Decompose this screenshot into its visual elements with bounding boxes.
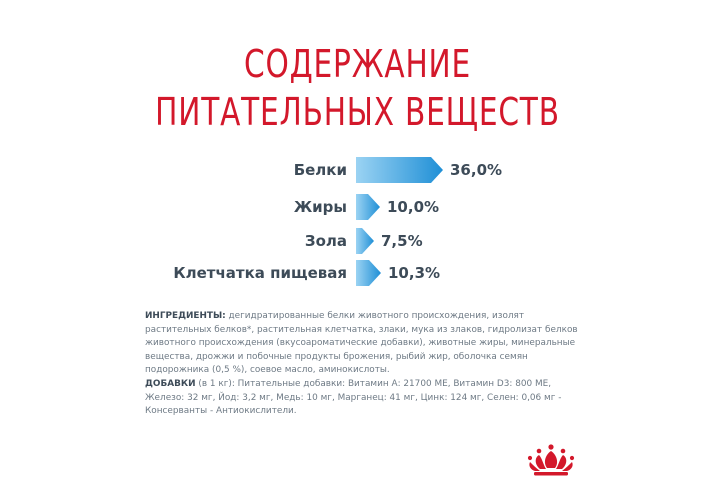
additives-text: (в 1 кг): Питательные добавки: Витамин А: 21700 МЕ, Витамин D3: 800 МЕ, Железо: 32 мг, Йод: 3,2 мг, Медь: 10 мг, Марганец: 41 мг, Цинк: 124 мг, Селен: 0,06 мг - Консерванты - Антиокислители. [145, 378, 562, 417]
nutrient-bar [356, 260, 381, 286]
nutrient-label: Клетчатка пищевая [173, 264, 347, 282]
nutrient-row-protein [0, 157, 715, 183]
nutrient-value: 36,0% [450, 161, 503, 179]
nutrient-row-ash [0, 228, 715, 254]
ingredients-paragraph [145, 310, 585, 378]
nutrient-row-fat [0, 194, 715, 220]
ingredients-heading: ИНГРЕДИЕНТЫ: [145, 311, 226, 321]
nutrient-label: Зола [304, 232, 347, 250]
ingredients-block [145, 310, 585, 419]
nutrient-bar [356, 194, 380, 220]
nutrient-label: Белки [293, 161, 347, 179]
nutrient-bar [356, 228, 374, 254]
page-title [79, 40, 637, 136]
nutrient-label: Жиры [293, 198, 347, 216]
nutrient-value: 7,5% [381, 232, 423, 250]
title-line-2: ПИТАТЕЛЬНЫХ ВЕЩЕСТВ [155, 90, 560, 134]
nutrient-value: 10,0% [387, 198, 440, 216]
additives-heading: ДОБАВКИ [145, 378, 196, 389]
nutrient-bar [356, 157, 443, 183]
ingredients-text: дегидратированные белки животного происхождения, изолят растительных белков*, растительная клетчатка, злаки, мука из злаков, гидролизат белков животного происхождения (вкусоароматические добавки), животные жиры, минеральные вещества, дрожжи и побочные продукты брожения, рыбий жир, оболочка семян подорожника (0,5 %), соевое масло, аминокислоты. [145, 311, 578, 376]
nutrient-value: 10,3% [388, 264, 441, 282]
nutrient-row-fiber [0, 260, 715, 286]
additives-paragraph [145, 378, 585, 419]
crown-icon [525, 443, 577, 483]
title-line-1: СОДЕРЖАНИЕ [244, 42, 471, 86]
